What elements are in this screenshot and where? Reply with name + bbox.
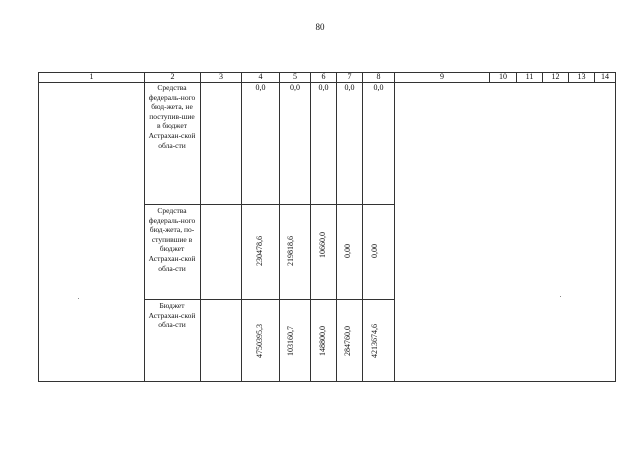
header-col-11: 11	[525, 72, 534, 81]
header-col-9: 9	[440, 72, 444, 81]
row2-source-label: Средства федераль-ного бюд-жета, по-ступившие в бюджет Астрахан-ской обла-сти	[148, 206, 196, 273]
header-col-14: 14	[601, 72, 609, 81]
scan-speck	[560, 296, 561, 297]
row3-value-col4: 4750395,3	[255, 324, 264, 358]
header-col-3: 3	[219, 72, 223, 81]
col-border-4	[279, 72, 280, 382]
scan-speck	[78, 298, 79, 299]
col-border-5	[310, 72, 311, 382]
col-border-1	[144, 72, 145, 382]
row1-value-col5: 0,0	[290, 83, 300, 92]
table-bottom-border	[38, 381, 616, 382]
col-border-3	[241, 72, 242, 382]
col-border-8	[394, 72, 395, 382]
row3-value-col6: 148800,0	[318, 326, 327, 356]
header-col-8: 8	[376, 72, 381, 81]
row3-value-col7: 284760,0	[343, 326, 352, 356]
header-col-10: 10	[499, 72, 507, 81]
row2-value-col8: 0,00	[370, 244, 379, 258]
header-col-12: 12	[551, 72, 560, 81]
row2-value-col4: 230478,6	[255, 236, 264, 266]
col-border-0	[38, 72, 39, 382]
header-col-7: 7	[347, 72, 352, 81]
row3-value-col5: 103160,7	[286, 326, 295, 356]
row1-value-col7: 0,0	[344, 83, 355, 92]
header-col-13: 13	[577, 72, 586, 81]
row1-value-col8: 0,0	[373, 83, 384, 92]
row1-bottom-border	[144, 204, 394, 205]
row2-value-col7: 0,00	[343, 244, 352, 258]
row3-value-col8: 4213674,6	[370, 324, 379, 358]
row2-value-col6: 10660,0	[318, 232, 327, 258]
row1-value-col4: 0,0	[255, 83, 266, 92]
header-col-2: 2	[170, 72, 175, 81]
header-col-4: 4	[258, 72, 263, 81]
row1-source-label: Средства федераль-ного бюд-жета, не поступив-шие в бюджет Астрахан-ской обла-сти	[148, 83, 196, 150]
col-border-6	[336, 72, 337, 382]
header-col-6: 6	[321, 72, 326, 81]
header-col-1: 1	[89, 72, 94, 81]
col-border-2	[200, 72, 201, 382]
row2-value-col5: 219818,6	[286, 236, 295, 266]
col-border-14-right	[615, 72, 616, 382]
row3-source-label: Бюджет Астрахан-ской обла-сти	[148, 301, 196, 330]
row1-value-col6: 0,0	[318, 83, 329, 92]
page-number: 80	[315, 22, 325, 32]
row2-bottom-border	[144, 299, 394, 300]
col-border-7	[362, 72, 363, 382]
header-col-5: 5	[293, 72, 297, 81]
